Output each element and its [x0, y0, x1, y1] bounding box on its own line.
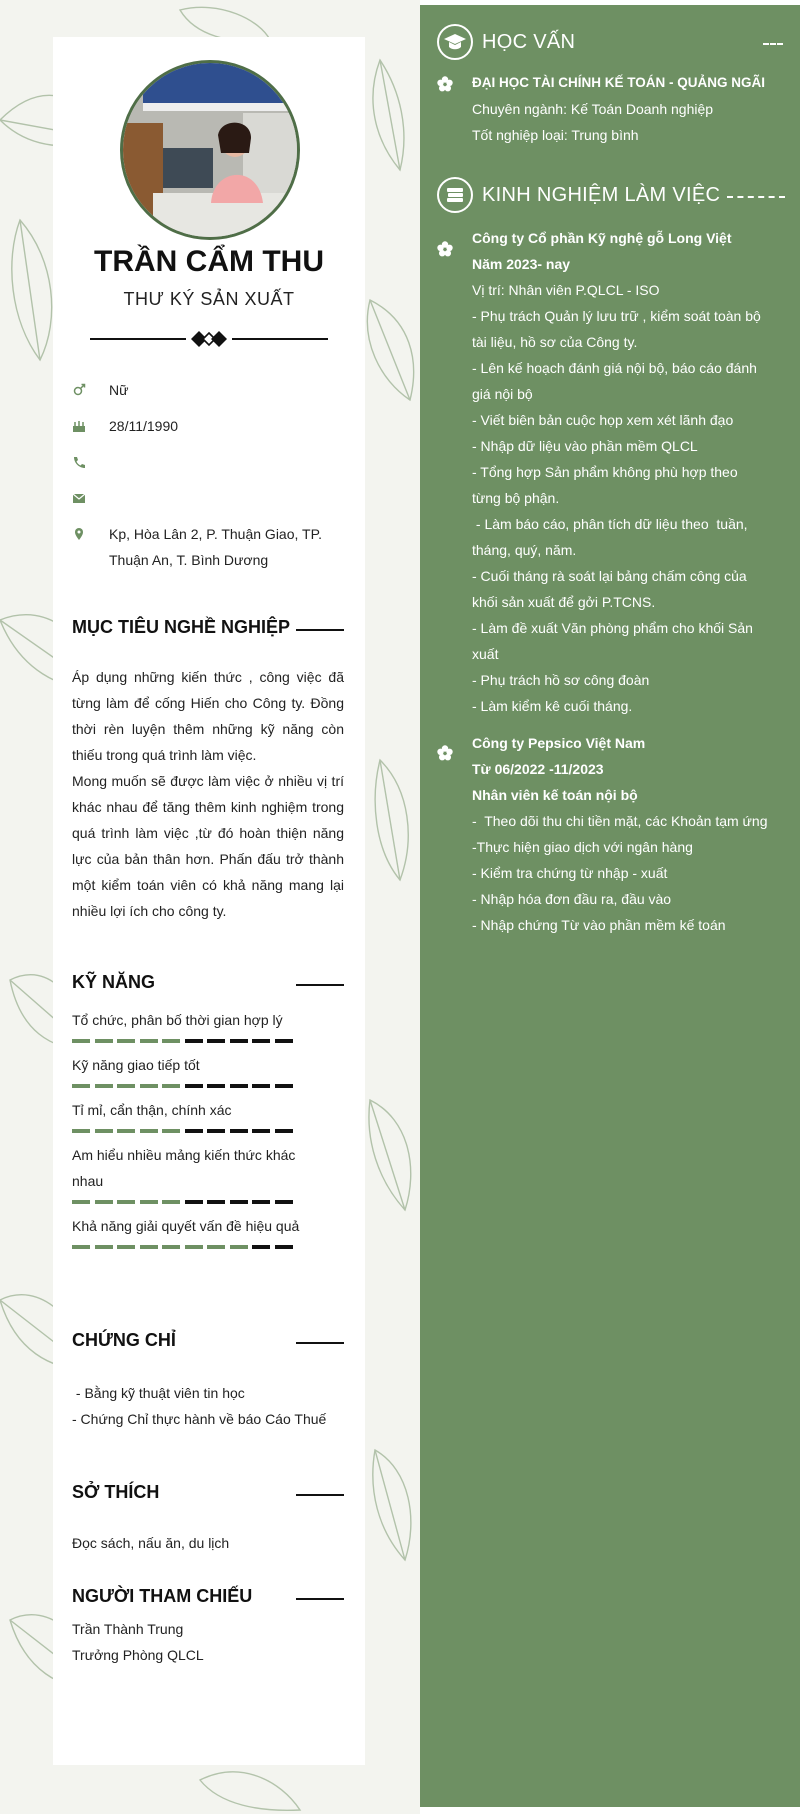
- skill-segment-empty: [275, 1084, 293, 1088]
- job-duty: - Làm kiểm kê cuối tháng.: [472, 698, 633, 714]
- skill-segment-filled: [72, 1245, 90, 1249]
- skill-label: Am hiểu nhiều mảng kiến thức khác nhau: [72, 1147, 296, 1189]
- skill-segment-filled: [95, 1245, 113, 1249]
- job-duty: - Theo dõi thu chi tiền mặt, các Khoản tạm ứng: [472, 813, 768, 829]
- skill-item: [72, 1142, 300, 1204]
- certificate-line-1: - Bằng kỹ thuật viên tin học: [72, 1385, 245, 1401]
- job-period: Từ 06/2022 -11/2023: [472, 761, 604, 777]
- skill-segment-filled: [95, 1200, 113, 1204]
- skill-segment-filled: [140, 1245, 158, 1249]
- skills-heading: [72, 972, 344, 998]
- skill-segment-filled: [117, 1039, 135, 1043]
- heading-rule: [296, 1598, 344, 1600]
- skill-segment-filled: [162, 1200, 180, 1204]
- flower-bullet-icon: [437, 76, 453, 92]
- objective-heading-text: MỤC TIÊU NGHỀ NGHIỆP: [72, 617, 291, 637]
- skill-segment-filled: [72, 1129, 90, 1133]
- skill-label: Kỹ năng giao tiếp tốt: [72, 1057, 200, 1073]
- job-duty: - Phụ trách hồ sơ công đoàn: [472, 672, 650, 688]
- job-company: Công ty Pepsico Việt Nam: [472, 735, 646, 751]
- education-grade: Tốt nghiệp loại: Trung bình: [472, 127, 639, 143]
- skill-segment-empty: [275, 1039, 293, 1043]
- job-duty: - Lên kế hoạch đánh giá nội bộ, báo cáo đánh giá nội bộ: [472, 360, 757, 402]
- skill-label: Tổ chức, phân bố thời gian hợp lý: [72, 1012, 283, 1028]
- heading-rule: [296, 1494, 344, 1496]
- gender-icon: [72, 383, 86, 397]
- job-role: Nhân viên kế toán nội bộ: [472, 787, 638, 803]
- job-duty: -Thực hiện giao dịch với ngân hàng: [472, 839, 693, 855]
- skill-segment-filled: [140, 1039, 158, 1043]
- job-duty: - Viết biên bản cuộc họp xem xét lãnh đạo: [472, 412, 734, 428]
- skill-segment-empty: [252, 1245, 270, 1249]
- graduation-cap-icon: [437, 24, 473, 60]
- experience-heading-text: KINH NGHIỆM LÀM VIỆC: [482, 184, 721, 206]
- skill-segment-filled: [117, 1084, 135, 1088]
- skill-segment-empty: [207, 1200, 225, 1204]
- reference-position: Trưởng Phòng QLCL: [72, 1647, 204, 1663]
- skill-segment-empty: [252, 1129, 270, 1133]
- candidate-title: THƯ KÝ SẢN XUẤT: [123, 289, 295, 309]
- skill-segment-empty: [185, 1039, 203, 1043]
- job-duty: - Nhập hóa đơn đầu ra, đầu vào: [472, 891, 672, 907]
- skill-rating-bar: [72, 1200, 300, 1204]
- skill-segment-empty: [207, 1129, 225, 1133]
- dob-value: 28/11/1990: [109, 418, 179, 434]
- skill-segment-empty: [185, 1200, 203, 1204]
- job-company: Công ty Cổ phần Kỹ nghệ gỗ Long Việt: [472, 230, 732, 246]
- skill-segment-filled: [72, 1039, 90, 1043]
- skill-segment-filled: [162, 1039, 180, 1043]
- skill-segment-filled: [230, 1245, 248, 1249]
- objective-paragraph-1: Áp dụng những kiến thức , công việc đã từng làm để cống Hiến cho Công ty. Đồng thời rèn luyện thêm những kỹ năng còn thiếu trong quá trình làm việc.: [72, 669, 344, 763]
- reference-name: Trần Thành Trung: [72, 1621, 184, 1637]
- skill-segment-filled: [207, 1245, 225, 1249]
- job-period: Năm 2023- nay: [472, 256, 571, 272]
- skill-segment-empty: [207, 1084, 225, 1088]
- flower-bullet-icon: [437, 241, 453, 257]
- birthday-cake-icon: [72, 419, 86, 433]
- skill-label: Khả năng giải quyết vấn đề hiệu quả: [72, 1218, 300, 1234]
- job-duty: - Nhập chứng Từ vào phần mềm kế toán: [472, 917, 726, 933]
- skill-segment-empty: [230, 1084, 248, 1088]
- job-block-2: [472, 730, 772, 938]
- skill-segment-empty: [275, 1200, 293, 1204]
- skill-segment-empty: [252, 1200, 270, 1204]
- skill-segment-empty: [207, 1039, 225, 1043]
- skill-rating-bar: [72, 1039, 300, 1043]
- hobbies-text: Đọc sách, nấu ăn, du lịch: [72, 1535, 230, 1551]
- skill-segment-empty: [275, 1245, 293, 1249]
- certificate-line-2: - Chứng Chỉ thực hành về báo Cáo Thuế: [72, 1411, 327, 1427]
- heading-rule: [296, 629, 344, 631]
- books-icon: [437, 177, 473, 213]
- skill-rating-bar: [72, 1129, 300, 1133]
- skill-segment-filled: [162, 1245, 180, 1249]
- skill-segment-empty: [230, 1200, 248, 1204]
- job-block-1: [472, 225, 762, 719]
- avatar: [120, 60, 300, 240]
- phone-icon: [72, 455, 86, 469]
- skill-segment-filled: [95, 1129, 113, 1133]
- skill-label: Tỉ mỉ, cẩn thận, chính xác: [72, 1102, 232, 1118]
- skill-segment-filled: [140, 1200, 158, 1204]
- avatar-photo-icon: [123, 63, 300, 240]
- hobbies-heading-text: SỞ THÍCH: [72, 1482, 160, 1502]
- certificates-heading: [72, 1330, 344, 1356]
- name-divider: [90, 330, 328, 348]
- skills-heading-text: KỸ NĂNG: [72, 972, 156, 992]
- skill-segment-empty: [185, 1084, 203, 1088]
- experience-heading: [437, 177, 787, 217]
- skill-rating-bar: [72, 1245, 300, 1249]
- skill-segment-filled: [72, 1084, 90, 1088]
- skill-item: [72, 1097, 300, 1133]
- skill-segment-filled: [140, 1129, 158, 1133]
- skill-segment-filled: [117, 1129, 135, 1133]
- skill-segment-filled: [140, 1084, 158, 1088]
- objective-paragraph-2: Mong muốn sẽ được làm việc ở nhiều vị trí khác nhau để tăng thêm kinh nghiệm trong quá trình làm việc ,từ đó hoàn thiện năng lực của bản thân hơn. Phấn đấu trở thành một kiểm toán viên có khả năng mang lại nhiều lợi ích cho công ty.: [72, 773, 344, 919]
- heading-dash: [727, 196, 785, 198]
- diamond-ornament-icon: [190, 330, 228, 348]
- job-duty: - Phụ trách Quản lý lưu trữ , kiểm soát toàn bộ tài liệu, hồ sơ của Công ty.: [472, 308, 761, 350]
- job-duty: - Làm báo cáo, phân tích dữ liệu theo tuần, tháng, quý, năm.: [472, 516, 752, 558]
- reference-heading-text: NGƯỜI THAM CHIẾU: [72, 1586, 253, 1606]
- job-duty: - Nhập dữ liệu vào phần mềm QLCL: [472, 438, 698, 454]
- job-role: Vị trí: Nhân viên P.QLCL - ISO: [472, 282, 660, 298]
- skill-segment-filled: [95, 1039, 113, 1043]
- skill-segment-empty: [185, 1129, 203, 1133]
- heading-rule: [296, 1342, 344, 1344]
- skill-segment-empty: [252, 1039, 270, 1043]
- skill-segment-empty: [252, 1084, 270, 1088]
- job-duty: - Tổng hợp Sản phẩm không phù hợp theo từng bộ phận.: [472, 464, 738, 506]
- heading-rule: [296, 984, 344, 986]
- job-duty: - Làm đề xuất Văn phòng phẩm cho khối Sản xuất: [472, 620, 753, 662]
- skill-segment-filled: [162, 1129, 180, 1133]
- address-value: Kp, Hòa Lân 2, P. Thuận Giao, TP. Thuận An, T. Bình Dương: [109, 526, 323, 568]
- skill-item: [72, 1052, 300, 1088]
- skill-segment-filled: [72, 1200, 90, 1204]
- flower-bullet-icon: [437, 745, 453, 761]
- objective-heading: [72, 617, 344, 643]
- skill-segment-filled: [117, 1245, 135, 1249]
- candidate-name: TRẦN CẨM THU: [94, 245, 324, 278]
- skill-segment-filled: [162, 1084, 180, 1088]
- heading-dash: [763, 43, 783, 45]
- job-duty: - Kiểm tra chứng từ nhập - xuất: [472, 865, 668, 881]
- gender-value: Nữ: [109, 382, 129, 398]
- skill-segment-empty: [230, 1039, 248, 1043]
- skill-rating-bar: [72, 1084, 300, 1088]
- map-pin-icon: [72, 527, 86, 541]
- education-heading: [437, 24, 787, 64]
- education-major: Chuyên ngành: Kế Toán Doanh nghiệp: [472, 101, 714, 117]
- education-block: [472, 70, 782, 148]
- certificates-heading-text: CHỨNG CHỈ: [72, 1330, 176, 1350]
- school-name: ĐẠI HỌC TÀI CHÍNH KẾ TOÁN - QUẢNG NGÃI: [472, 75, 765, 90]
- hobbies-heading: [72, 1482, 344, 1508]
- skill-segment-empty: [230, 1129, 248, 1133]
- skill-item: [72, 1007, 300, 1043]
- skill-segment-filled: [95, 1084, 113, 1088]
- skill-segment-empty: [275, 1129, 293, 1133]
- skill-segment-filled: [117, 1200, 135, 1204]
- envelope-icon: [72, 491, 86, 505]
- job-duty: - Cuối tháng rà soát lại bảng chấm công của khối sản xuất để gởi P.TCNS.: [472, 568, 747, 610]
- skill-segment-filled: [185, 1245, 203, 1249]
- skill-item: [72, 1213, 300, 1249]
- reference-heading: [72, 1586, 344, 1612]
- education-heading-text: HỌC VẤN: [482, 31, 576, 53]
